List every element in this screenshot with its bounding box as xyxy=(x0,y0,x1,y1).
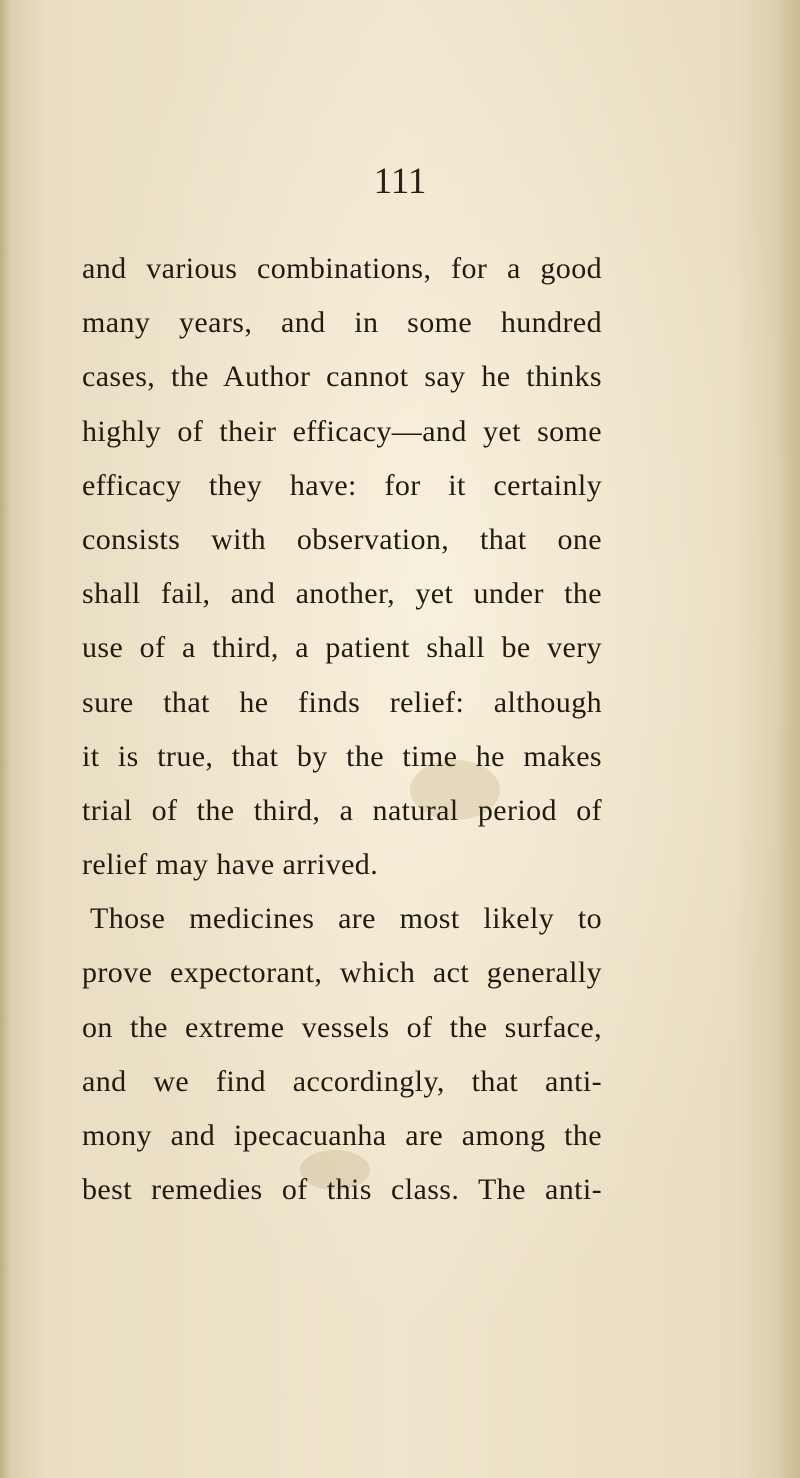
page-left-edge xyxy=(0,0,10,1478)
text-line: cases, the Author cannot say he thinks xyxy=(82,360,602,394)
text-line: efficacy they have: for it certainly xyxy=(82,468,602,502)
body-text xyxy=(82,242,602,1217)
text-line: use of a third, a patient shall be very xyxy=(82,631,602,665)
page-number: 111 xyxy=(373,161,427,202)
text-line: consists with observation, that one xyxy=(82,522,602,556)
text-line: it is true, that by the time he makes xyxy=(82,739,602,773)
text-line: prove expectorant, which act generally xyxy=(82,956,602,990)
text-line: highly of their efficacy—and yet some xyxy=(82,414,602,448)
text-line: and various combinations, for a good xyxy=(82,252,602,285)
text-line: mony and ipecacuanha are among the xyxy=(82,1119,602,1152)
text-line: many years, and in some hundred xyxy=(82,306,602,340)
text-line: on the extreme vessels of the surface, xyxy=(82,1010,602,1044)
text-line: relief may have arrived. xyxy=(82,848,379,882)
text-line: trial of the third, a natural period of xyxy=(82,793,602,827)
text-line: best remedies of this class. The anti- xyxy=(82,1173,602,1207)
text-line: sure that he finds relief: although xyxy=(82,685,602,719)
page-right-edge xyxy=(778,0,800,1478)
text-line: shall fail, and another, yet under the xyxy=(82,577,602,611)
text-line: Those medicines are most likely to xyxy=(90,902,602,936)
text-line: and we find accordingly, that anti- xyxy=(82,1064,602,1098)
